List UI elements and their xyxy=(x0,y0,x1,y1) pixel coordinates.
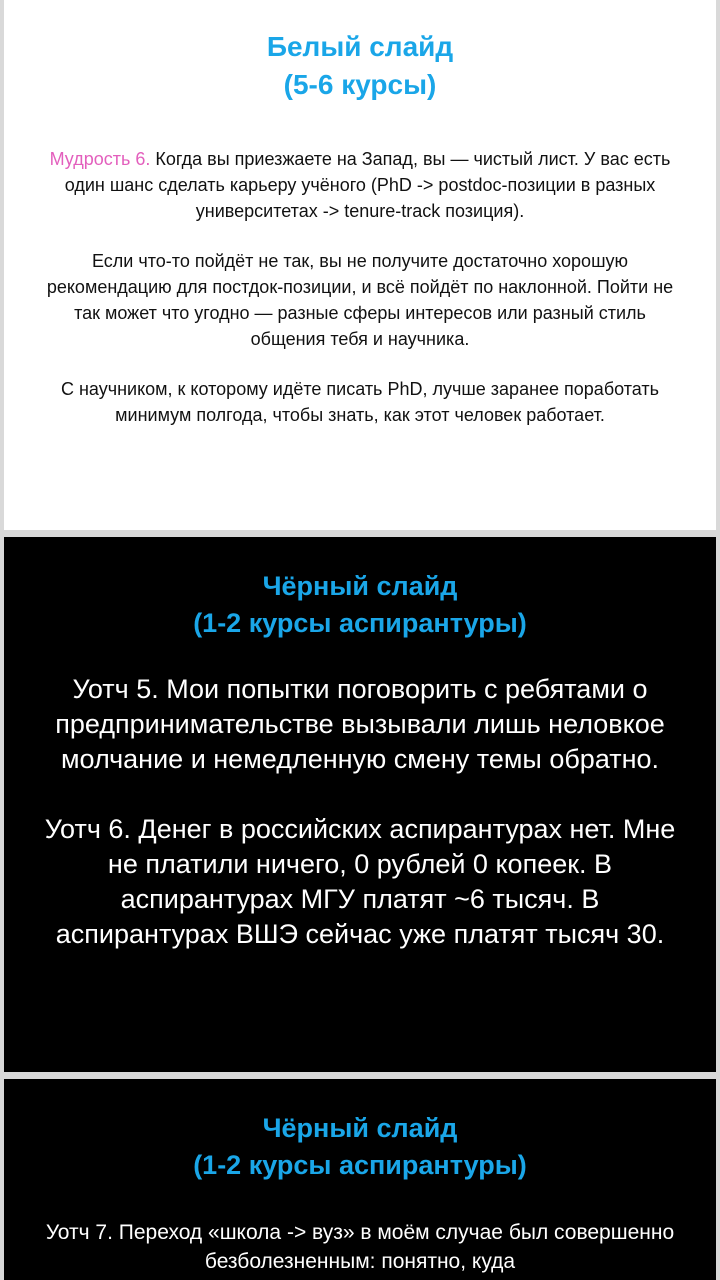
slide-body xyxy=(4,146,716,428)
slide-title-line-2: (1-2 курсы аспирантуры) xyxy=(193,1150,527,1180)
slide-body xyxy=(4,672,716,952)
slide-body xyxy=(4,1218,716,1276)
slide-title-line-1: Белый слайд xyxy=(266,31,454,62)
slide-title-line-2: (1-2 курсы аспирантуры) xyxy=(193,608,527,638)
white-slide xyxy=(4,0,716,530)
slide-title-line-1: Чёрный слайд xyxy=(262,571,458,601)
wisdom-label: Мудрость 6. xyxy=(49,149,151,169)
black-slide xyxy=(4,537,716,1072)
slide-title xyxy=(4,537,716,642)
black-slide xyxy=(4,1079,716,1280)
slide-title-line-1: Чёрный слайд xyxy=(262,1113,458,1143)
slide-title xyxy=(4,1079,716,1184)
slide-title xyxy=(4,0,716,104)
body-paragraph-1: Уотч 5. Мои попытки поговорить с ребятами о предпринимательстве вызывали лишь неловкое молчание и немедленную смену темы обратно. xyxy=(55,674,665,774)
wisdom-paragraph xyxy=(44,146,676,224)
body-paragraph-3: С научником, к которому идёте писать PhD, лучше заранее поработать минимум полгода, чтобы знать, как этот человек работает. xyxy=(60,379,660,425)
wisdom-text: Когда вы приезжаете на Запад, вы — чистый лист. У вас есть один шанс сделать карьеру учёного (PhD -> postdoc-позиции в разных университетах -> tenure-track позиция). xyxy=(64,149,671,221)
body-paragraph-1: Уотч 7. Переход «школа -> вуз» в моём случае был совершенно безболезненным: понятно, куда xyxy=(45,1221,675,1273)
slide-title-line-2: (5-6 курсы) xyxy=(283,69,437,100)
body-paragraph-2: Уотч 6. Денег в российских аспирантурах нет. Мне не платили ничего, 0 рублей 0 копеек. В аспирантурах МГУ платят ~6 тысяч. В аспирантурах ВШЭ сейчас уже платят тысяч 30. xyxy=(44,814,676,949)
body-paragraph-2: Если что-то пойдёт не так, вы не получите достаточно хорошую рекомендацию для постдок-позиции, и всё пойдёт по наклонной. Пойти не так может что угодно — разные сферы интересов или разный стиль общения тебя и научника. xyxy=(46,251,674,349)
